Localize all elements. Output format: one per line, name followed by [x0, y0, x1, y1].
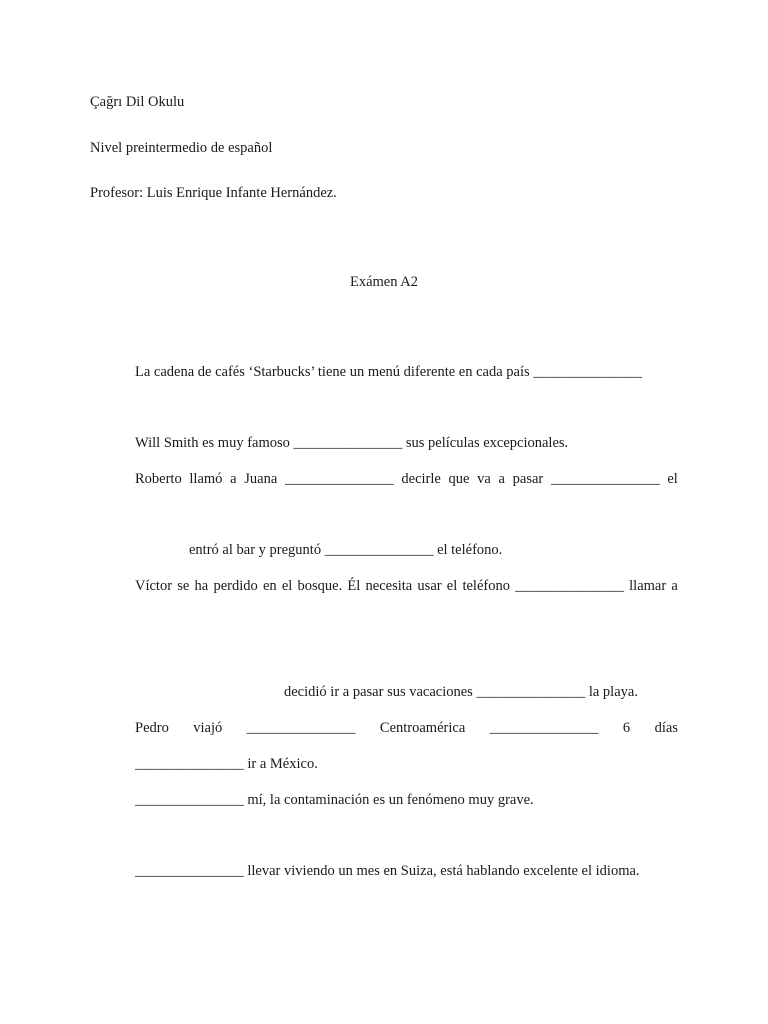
word: viajó	[193, 720, 223, 736]
word: Juana	[244, 471, 278, 487]
word: ha	[194, 578, 209, 594]
blank-line: _______________	[284, 471, 394, 487]
word: el	[667, 471, 678, 487]
word: Pedro	[135, 720, 169, 736]
word: Centroamérica	[379, 720, 466, 736]
exercise-item-1: La cadena de cafés ‘Starbucks’ tiene un menú diferente en cada país _______________	[135, 364, 643, 380]
word: necesita	[365, 578, 413, 594]
exercise-item-5	[135, 577, 678, 595]
word: el	[446, 578, 458, 594]
blank-line: _______________	[515, 578, 624, 594]
word: se	[177, 578, 190, 594]
exercise-item-9: _______________ llevar viviendo un mes en Suiza, está hablando excelente el idioma.	[135, 863, 640, 879]
exercise-item-6: decidió ir a pasar sus vacaciones _______________ la playa.	[284, 684, 638, 700]
exam-title: Exámen A2	[349, 274, 419, 290]
exercise-item-4: entró al bar y preguntó _______________ el teléfono.	[189, 542, 503, 558]
word: usar	[417, 578, 442, 594]
word: a	[498, 471, 505, 487]
blank-line: _______________	[246, 720, 356, 736]
school-name: Çağrı Dil Okulu	[90, 94, 185, 110]
word: días	[654, 720, 678, 736]
teacher-name: Profesor: Luis Enrique Infante Hernández.	[90, 185, 337, 201]
word: va	[477, 471, 491, 487]
word: perdido	[213, 578, 258, 594]
word: Roberto	[135, 471, 182, 487]
word: bosque.	[297, 578, 343, 594]
word: teléfono	[462, 578, 510, 594]
word: el	[281, 578, 293, 594]
word: decirle	[401, 471, 441, 487]
word: llamó	[189, 471, 223, 487]
exercise-item-3	[135, 470, 678, 488]
word: Víctor	[135, 578, 173, 594]
exercise-item-7	[135, 719, 678, 737]
course-level: Nivel preintermedio de español	[90, 140, 273, 156]
blank-line: _______________	[489, 720, 599, 736]
exercise-item-2: Will Smith es muy famoso _______________ sus películas excepcionales.	[135, 435, 569, 451]
word: en	[262, 578, 277, 594]
word: que	[448, 471, 470, 487]
word: pasar	[512, 471, 544, 487]
exercise-item-7-continued: _______________ ir a México.	[135, 756, 318, 772]
blank-line: _______________	[550, 471, 660, 487]
exercise-item-8: _______________ mí, la contaminación es un fenómeno muy grave.	[135, 792, 534, 808]
word: Él	[347, 578, 361, 594]
word: a	[671, 578, 678, 594]
word: a	[230, 471, 237, 487]
word: llamar	[629, 578, 667, 594]
word: 6	[622, 720, 631, 736]
